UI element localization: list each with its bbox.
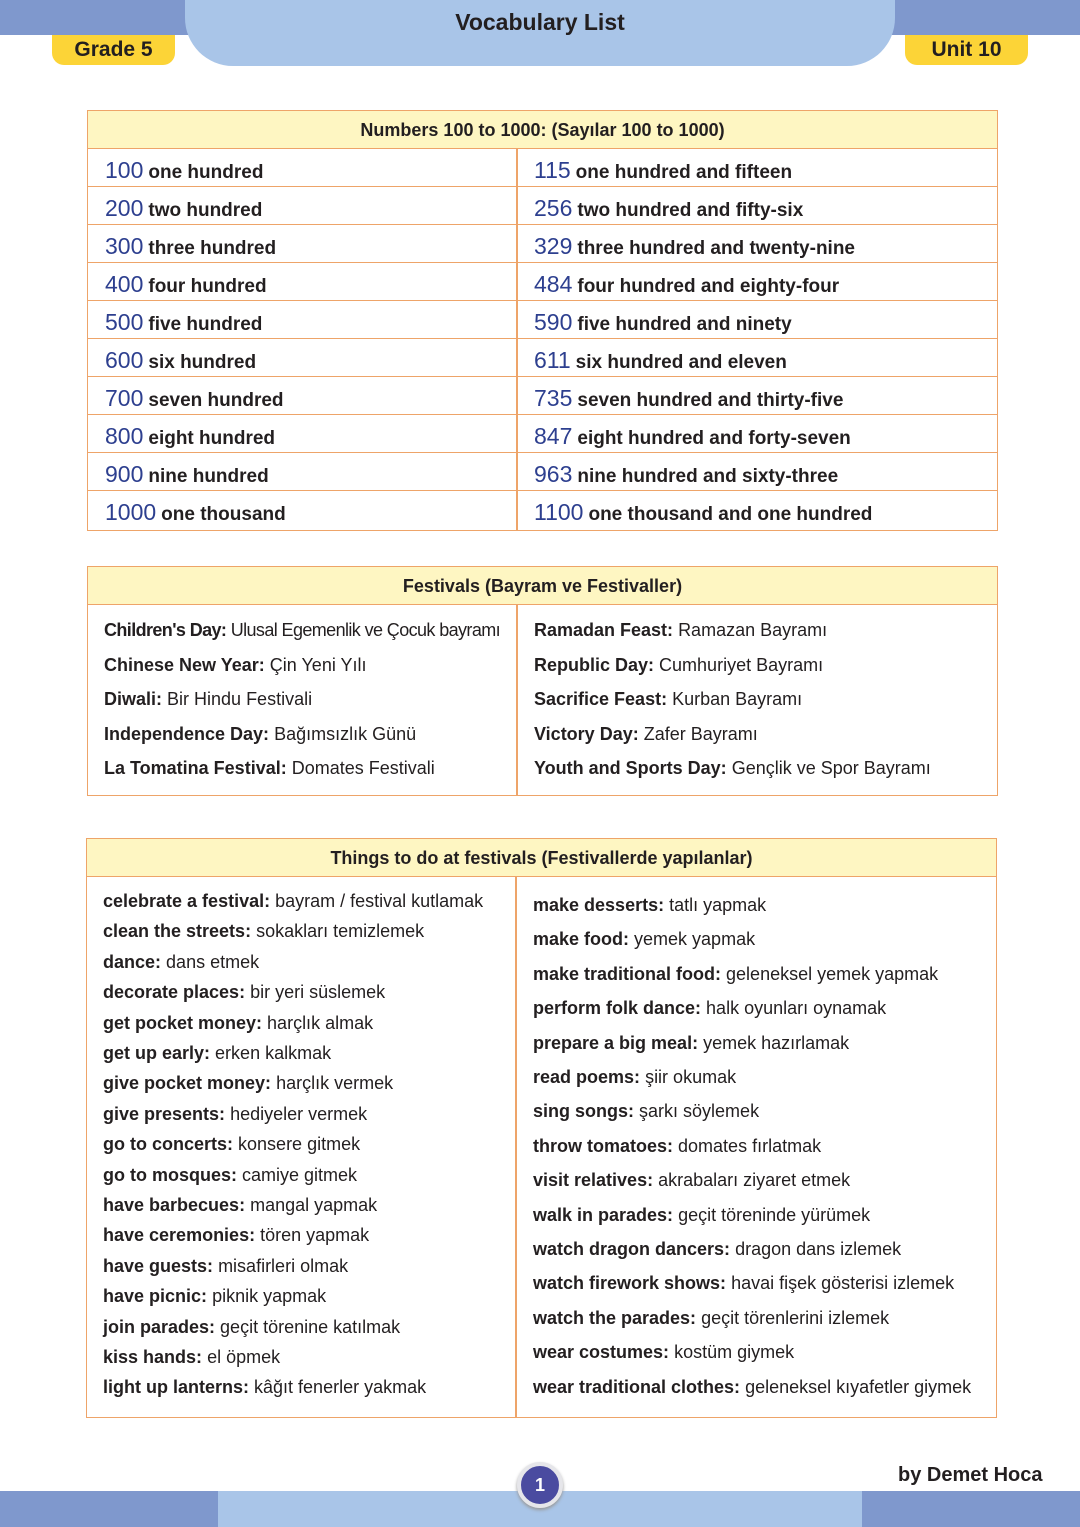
translation: Ramazan Bayramı — [678, 620, 828, 640]
list-item — [533, 1205, 870, 1226]
translation: dans etmek — [166, 951, 260, 972]
term: perform folk dance: — [533, 998, 702, 1019]
translation: domates fırlatmak — [678, 1135, 822, 1156]
page-number: 1 — [517, 1462, 563, 1508]
number-words: nine hundred and sixty-three — [577, 466, 839, 487]
term: Victory Day: — [534, 723, 639, 744]
term: celebrate a festival: — [103, 891, 271, 911]
list-item — [103, 1317, 400, 1338]
translation: sokakları temizlemek — [256, 921, 425, 942]
translation: konsere gitmek — [238, 1134, 361, 1155]
list-item — [104, 689, 312, 710]
term: have barbecues: — [103, 1195, 246, 1215]
number-digits: 590 — [534, 309, 573, 335]
number-digits: 329 — [534, 233, 573, 259]
term: get pocket money: — [103, 1012, 263, 1033]
number-words: three hundred and twenty-nine — [577, 238, 855, 259]
translation: el öpmek — [207, 1347, 281, 1367]
number-digits: 600 — [105, 347, 144, 373]
number-cell — [534, 377, 843, 415]
number-cell — [534, 149, 792, 187]
term: Independence Day: — [104, 723, 270, 744]
author: by Demet Hoca — [898, 1464, 1043, 1486]
number-words: six hundred — [148, 352, 257, 373]
number-digits: 1000 — [105, 499, 157, 525]
list-item — [533, 1170, 850, 1191]
translation: halk oyunları oynamak — [706, 998, 887, 1019]
list-item — [103, 1377, 426, 1398]
term: La Tomatina Festival: — [104, 758, 287, 778]
term: walk in parades: — [533, 1204, 674, 1225]
table-row — [88, 453, 997, 491]
term: Children's Day: — [104, 620, 227, 640]
term: kiss hands: — [103, 1347, 203, 1367]
translation: Gençlik ve Spor Bayramı — [731, 758, 931, 778]
list-item — [103, 891, 483, 912]
translation: yemek hazırlamak — [703, 1032, 850, 1053]
title-tab — [185, 0, 895, 66]
term: join parades: — [103, 1316, 216, 1337]
number-cell — [534, 187, 803, 225]
things-table — [86, 838, 997, 1418]
number-words: one hundred and fifteen — [575, 162, 793, 183]
number-words: two hundred — [148, 200, 263, 221]
translation: misafirleri olmak — [218, 1255, 349, 1276]
list-item — [533, 964, 938, 985]
number-words: one thousand — [161, 504, 286, 525]
term: give pocket money: — [103, 1073, 272, 1094]
number-words: four hundred — [148, 276, 267, 297]
number-words: one thousand and one hundred — [588, 504, 873, 525]
number-cell — [534, 225, 855, 263]
translation: Ulusal Egemenlik ve Çocuk bayramı — [230, 620, 501, 640]
term: dance: — [103, 951, 162, 972]
number-cell — [534, 415, 851, 453]
list-item — [103, 1225, 369, 1246]
translation: Cumhuriyet Bayramı — [659, 654, 824, 675]
number-digits: 300 — [105, 233, 144, 259]
list-item — [104, 620, 500, 641]
translation: kâğıt fenerler yakmak — [254, 1377, 427, 1398]
number-cell — [105, 377, 284, 415]
list-item — [103, 1286, 326, 1307]
number-digits: 115 — [534, 157, 571, 183]
number-words: six hundred and eleven — [575, 352, 787, 373]
number-digits: 500 — [105, 309, 144, 335]
term: have guests: — [103, 1255, 214, 1276]
number-digits: 900 — [105, 461, 144, 487]
list-item — [534, 758, 931, 779]
term: have ceremonies: — [103, 1225, 256, 1246]
translation: Çin Yeni Yılı — [269, 654, 367, 675]
translation: şarkı söylemek — [639, 1101, 760, 1122]
translation: piknik yapmak — [212, 1286, 327, 1307]
translation: erken kalkmak — [215, 1043, 332, 1063]
table-row — [88, 339, 997, 377]
translation: geleneksel kıyafetler giymek — [745, 1376, 972, 1397]
list-item — [533, 998, 886, 1019]
number-digits: 800 — [105, 423, 144, 449]
number-digits: 963 — [534, 461, 573, 487]
number-digits: 1100 — [534, 499, 584, 525]
table-row — [88, 187, 997, 225]
term: decorate places: — [103, 982, 246, 1003]
term: wear traditional clothes: — [533, 1376, 741, 1397]
table-row — [88, 377, 997, 415]
term: get up early: — [103, 1043, 211, 1063]
list-item — [533, 1273, 954, 1294]
column-divider — [515, 877, 517, 1417]
number-cell — [105, 339, 256, 377]
number-digits: 611 — [534, 347, 571, 373]
list-item — [533, 1308, 889, 1329]
translation: tören yapmak — [260, 1225, 370, 1246]
term: Ramadan Feast: — [534, 620, 674, 640]
term: visit relatives: — [533, 1170, 654, 1191]
translation: şiir okumak — [645, 1067, 737, 1087]
list-item — [533, 1239, 901, 1260]
number-cell — [534, 263, 839, 301]
list-item — [103, 921, 424, 942]
number-digits: 847 — [534, 423, 573, 449]
term: make food: — [533, 929, 630, 950]
list-item — [534, 689, 802, 710]
list-item — [103, 1347, 280, 1368]
list-item — [533, 1101, 759, 1122]
list-item — [103, 982, 385, 1003]
list-item — [104, 655, 367, 676]
list-item — [533, 1342, 794, 1363]
translation: kostüm giymek — [674, 1342, 795, 1363]
numbers-title: Numbers 100 to 1000: (Sayılar 100 to 1000) — [88, 111, 997, 149]
table-row — [88, 301, 997, 339]
list-item — [533, 1067, 736, 1088]
number-words: nine hundred — [148, 466, 269, 487]
term: read poems: — [533, 1067, 641, 1087]
number-words: seven hundred — [148, 390, 284, 411]
term: go to mosques: — [103, 1164, 237, 1185]
table-row — [88, 225, 997, 263]
term: make desserts: — [533, 895, 665, 915]
number-cell — [105, 263, 267, 301]
number-cell — [105, 453, 269, 491]
term: prepare a big meal: — [533, 1032, 699, 1053]
number-cell — [105, 301, 262, 339]
term: watch firework shows: — [533, 1273, 727, 1294]
translation: bayram / festival kutlamak — [275, 891, 484, 911]
number-cell — [105, 149, 263, 187]
translation: Kurban Bayramı — [672, 689, 803, 709]
term: have picnic: — [103, 1286, 208, 1307]
term: wear costumes: — [533, 1342, 670, 1363]
number-cell — [534, 301, 792, 339]
number-digits: 400 — [105, 271, 144, 297]
term: Sacrifice Feast: — [534, 689, 668, 709]
translation: yemek yapmak — [634, 929, 756, 950]
number-words: four hundred and eighty-four — [577, 276, 840, 297]
translation: Zafer Bayramı — [643, 723, 758, 744]
list-item — [534, 724, 758, 745]
term: watch dragon dancers: — [533, 1239, 731, 1259]
term: Republic Day: — [534, 654, 655, 675]
list-item — [103, 1134, 360, 1155]
list-item — [103, 1013, 373, 1034]
list-item — [533, 895, 766, 916]
number-digits: 484 — [534, 271, 573, 297]
translation: camiye gitmek — [242, 1164, 358, 1185]
number-digits: 256 — [534, 195, 573, 221]
number-cell — [534, 491, 872, 529]
term: Diwali: — [104, 689, 163, 709]
number-cell — [105, 187, 262, 225]
list-item — [533, 929, 755, 950]
list-item — [103, 1195, 377, 1216]
table-row — [88, 263, 997, 301]
translation: geçit törenine katılmak — [220, 1316, 401, 1337]
number-cell — [105, 491, 286, 529]
number-words: five hundred and ninety — [577, 314, 792, 335]
translation: geçit törenlerini izlemek — [701, 1307, 890, 1328]
number-words: two hundred and fifty-six — [577, 200, 804, 221]
column-divider — [516, 605, 518, 795]
number-words: seven hundred and thirty-five — [577, 390, 844, 411]
number-words: eight hundred and forty-seven — [577, 428, 851, 449]
number-cell — [105, 415, 275, 453]
number-cell — [105, 225, 276, 263]
footer-bar — [0, 1491, 218, 1527]
number-words: one hundred — [148, 162, 264, 183]
translation: Domates Festivali — [291, 758, 435, 778]
list-item — [533, 1033, 849, 1054]
list-item — [533, 1377, 971, 1398]
translation: mangal yapmak — [250, 1195, 378, 1215]
list-item — [103, 1043, 331, 1064]
list-item — [533, 1136, 821, 1157]
list-item — [103, 952, 259, 973]
unit-badge: Unit 10 — [905, 35, 1028, 65]
list-item — [104, 724, 416, 745]
number-words: five hundred — [148, 314, 263, 335]
translation: bir yeri süslemek — [250, 982, 386, 1003]
number-cell — [534, 339, 787, 377]
number-digits: 100 — [105, 157, 144, 183]
term: make traditional food: — [533, 963, 722, 984]
list-item — [104, 758, 435, 779]
translation: havai fişek gösterisi izlemek — [731, 1273, 955, 1294]
term: give presents: — [103, 1103, 226, 1124]
number-cell — [534, 453, 838, 491]
list-item — [103, 1104, 367, 1125]
translation: tatlı yapmak — [669, 895, 767, 915]
number-digits: 200 — [105, 195, 144, 221]
translation: geleneksel yemek yapmak — [726, 963, 939, 984]
term: clean the streets: — [103, 921, 252, 942]
term: throw tomatoes: — [533, 1135, 674, 1156]
festivals-table — [87, 566, 998, 796]
table-row — [88, 415, 997, 453]
list-item — [534, 620, 827, 641]
translation: harçlık almak — [267, 1012, 374, 1033]
translation: Bağımsızlık Günü — [274, 723, 417, 744]
things-title: Things to do at festivals (Festivallerde yapılanlar) — [87, 839, 996, 877]
term: go to concerts: — [103, 1134, 234, 1155]
translation: Bir Hindu Festivali — [167, 689, 313, 709]
term: sing songs: — [533, 1101, 635, 1122]
term: watch the parades: — [533, 1307, 697, 1328]
number-words: three hundred — [148, 238, 277, 259]
footer-bar — [862, 1491, 1080, 1527]
number-digits: 700 — [105, 385, 144, 411]
translation: hediyeler vermek — [230, 1103, 368, 1124]
term: Youth and Sports Day: — [534, 758, 727, 778]
translation: dragon dans izlemek — [735, 1239, 902, 1259]
list-item — [534, 655, 823, 676]
term: Chinese New Year: — [104, 654, 265, 675]
number-words: eight hundred — [148, 428, 276, 449]
table-row — [88, 491, 997, 529]
page-title: Vocabulary List — [455, 9, 625, 35]
list-item — [103, 1165, 357, 1186]
translation: akrabaları ziyaret etmek — [658, 1170, 851, 1191]
list-item — [103, 1073, 393, 1094]
translation: geçit töreninde yürümek — [678, 1204, 871, 1225]
festivals-title: Festivals (Bayram ve Festivaller) — [88, 567, 997, 605]
translation: harçlık vermek — [276, 1073, 394, 1094]
list-item — [103, 1256, 348, 1277]
number-digits: 735 — [534, 385, 573, 411]
numbers-table — [87, 110, 998, 531]
grade-badge: Grade 5 — [52, 35, 175, 65]
table-row — [88, 149, 997, 187]
term: light up lanterns: — [103, 1377, 249, 1398]
